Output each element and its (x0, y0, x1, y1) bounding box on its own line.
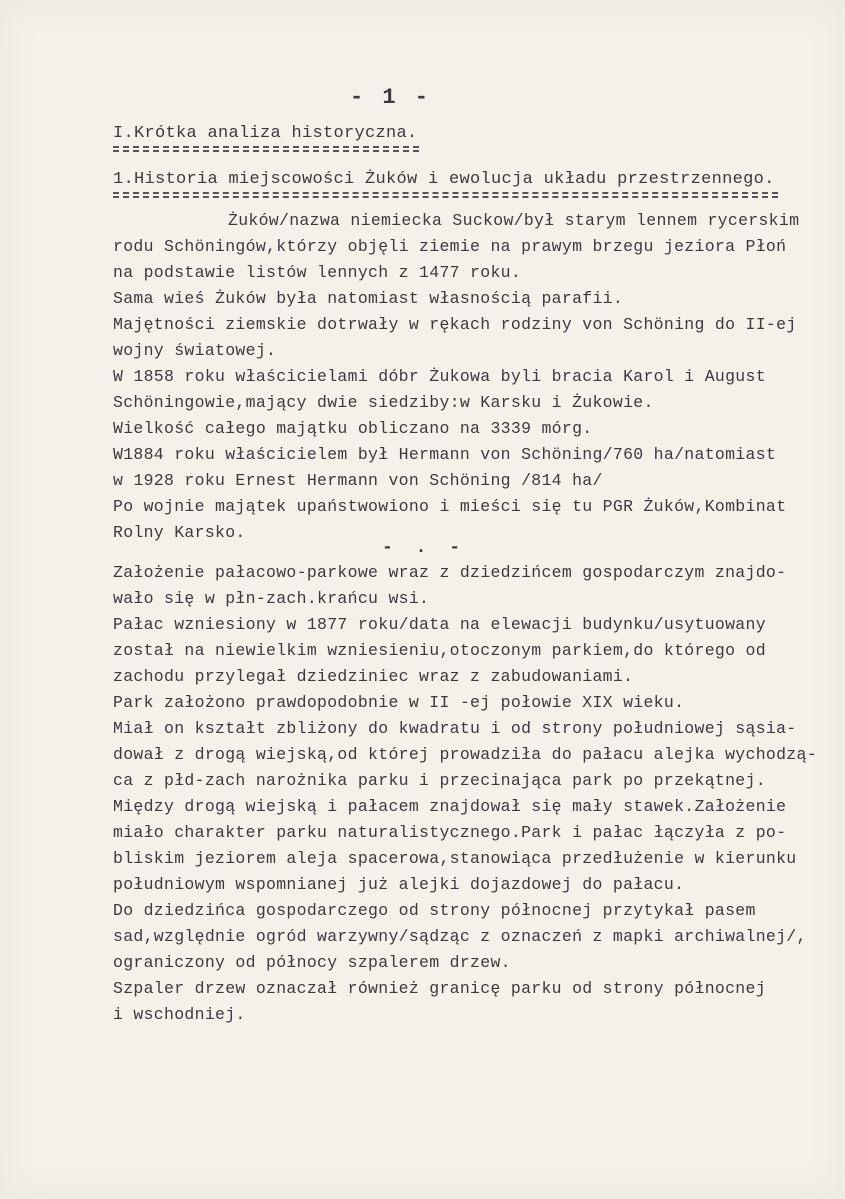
text-line: Park założono prawdopodobnie w II -ej połowie XIX wieku. (113, 693, 685, 712)
text-line: sad,względnie ogród warzywny/sądząc z oznaczeń z mapki archiwalnej/, (113, 927, 807, 946)
text-line: Szpaler drzew oznaczał również granicę parku od strony północnej (113, 979, 766, 998)
section-separator: - . - (382, 538, 467, 558)
text-line: Założenie pałacowo-parkowe wraz z dziedzińcem gospodarczym znajdo- (113, 563, 787, 582)
text-line: Sama wieś Żuków była natomiast własnością parafii. (113, 289, 624, 308)
text-line: i wschodniej. (113, 1005, 246, 1024)
page-number: - 1 - (350, 85, 432, 110)
text-line: W 1858 roku właścicielami dóbr Żukowa byli bracia Karol i August (113, 367, 766, 386)
text-line: Wielkość całego majątku obliczano na 3339 mórg. (113, 419, 593, 438)
text-line: Między drogą wiejską i pałacem znajdował się mały stawek.Założenie (113, 797, 787, 816)
text-line: wojny światowej. (113, 341, 277, 360)
text-line: został na niewielkim wzniesieniu,otoczonym parkiem,do którego od (113, 641, 766, 660)
text-line: Pałac wzniesiony w 1877 roku/data na elewacji budynku/usytuowany (113, 615, 766, 634)
text-line: Żuków/nazwa niemiecka Suckow/był starym lennem rycerskim (228, 211, 800, 230)
text-line: rodu Schöningów,którzy objęli ziemie na prawym brzegu jeziora Płoń (113, 237, 787, 256)
text-line: Rolny Karsko. (113, 523, 246, 542)
text-line: zachodu przylegał dziedziniec wraz z zabudowaniami. (113, 667, 634, 686)
text-line: Do dziedzińca gospodarczego od strony północnej przytykał pasem (113, 901, 756, 920)
text-line: bliskim jeziorem aleja spacerowa,stanowiąca przedłużenie w kierunku (113, 849, 797, 868)
text-line: miało charakter parku naturalistycznego.Park i pałac łączyła z po- (113, 823, 787, 842)
text-line: na podstawie listów lennych z 1477 roku. (113, 263, 522, 282)
subsection-heading-underline (113, 192, 778, 198)
section-heading: I.Krótka analiza historyczna. (113, 124, 418, 143)
text-line: południowym wspomnianej już alejki dojazdowej do pałacu. (113, 875, 685, 894)
text-line: w 1928 roku Ernest Hermann von Schöning /814 ha/ (113, 471, 603, 490)
text-line: ograniczony od północy szpalerem drzew. (113, 953, 511, 972)
text-line: ca z płd-zach narożnika parku i przecinająca park po przekątnej. (113, 771, 766, 790)
text-line: dował z drogą wiejską,od której prowadziła do pałacu alejka wychodzą- (113, 745, 817, 764)
text-line: W1884 roku właścicielem był Hermann von Schöning/760 ha/natomiast (113, 445, 777, 464)
text-line: Majętności ziemskie dotrwały w rękach rodziny von Schöning do II-ej (113, 315, 797, 334)
section-heading-underline (113, 146, 419, 152)
text-line: Schöningowie,mający dwie siedziby:w Karsku i Żukowie. (113, 393, 654, 412)
text-line: Miał on kształt zbliżony do kwadratu i od strony południowej sąsia- (113, 719, 797, 738)
subsection-heading: 1.Historia miejscowości Żuków i ewolucja układu przestrzennego. (113, 170, 775, 189)
text-line: wało się w płn-zach.krańcu wsi. (113, 589, 430, 608)
text-line: Po wojnie majątek upaństwowiono i mieści się tu PGR Żuków,Kombinat (113, 497, 787, 516)
